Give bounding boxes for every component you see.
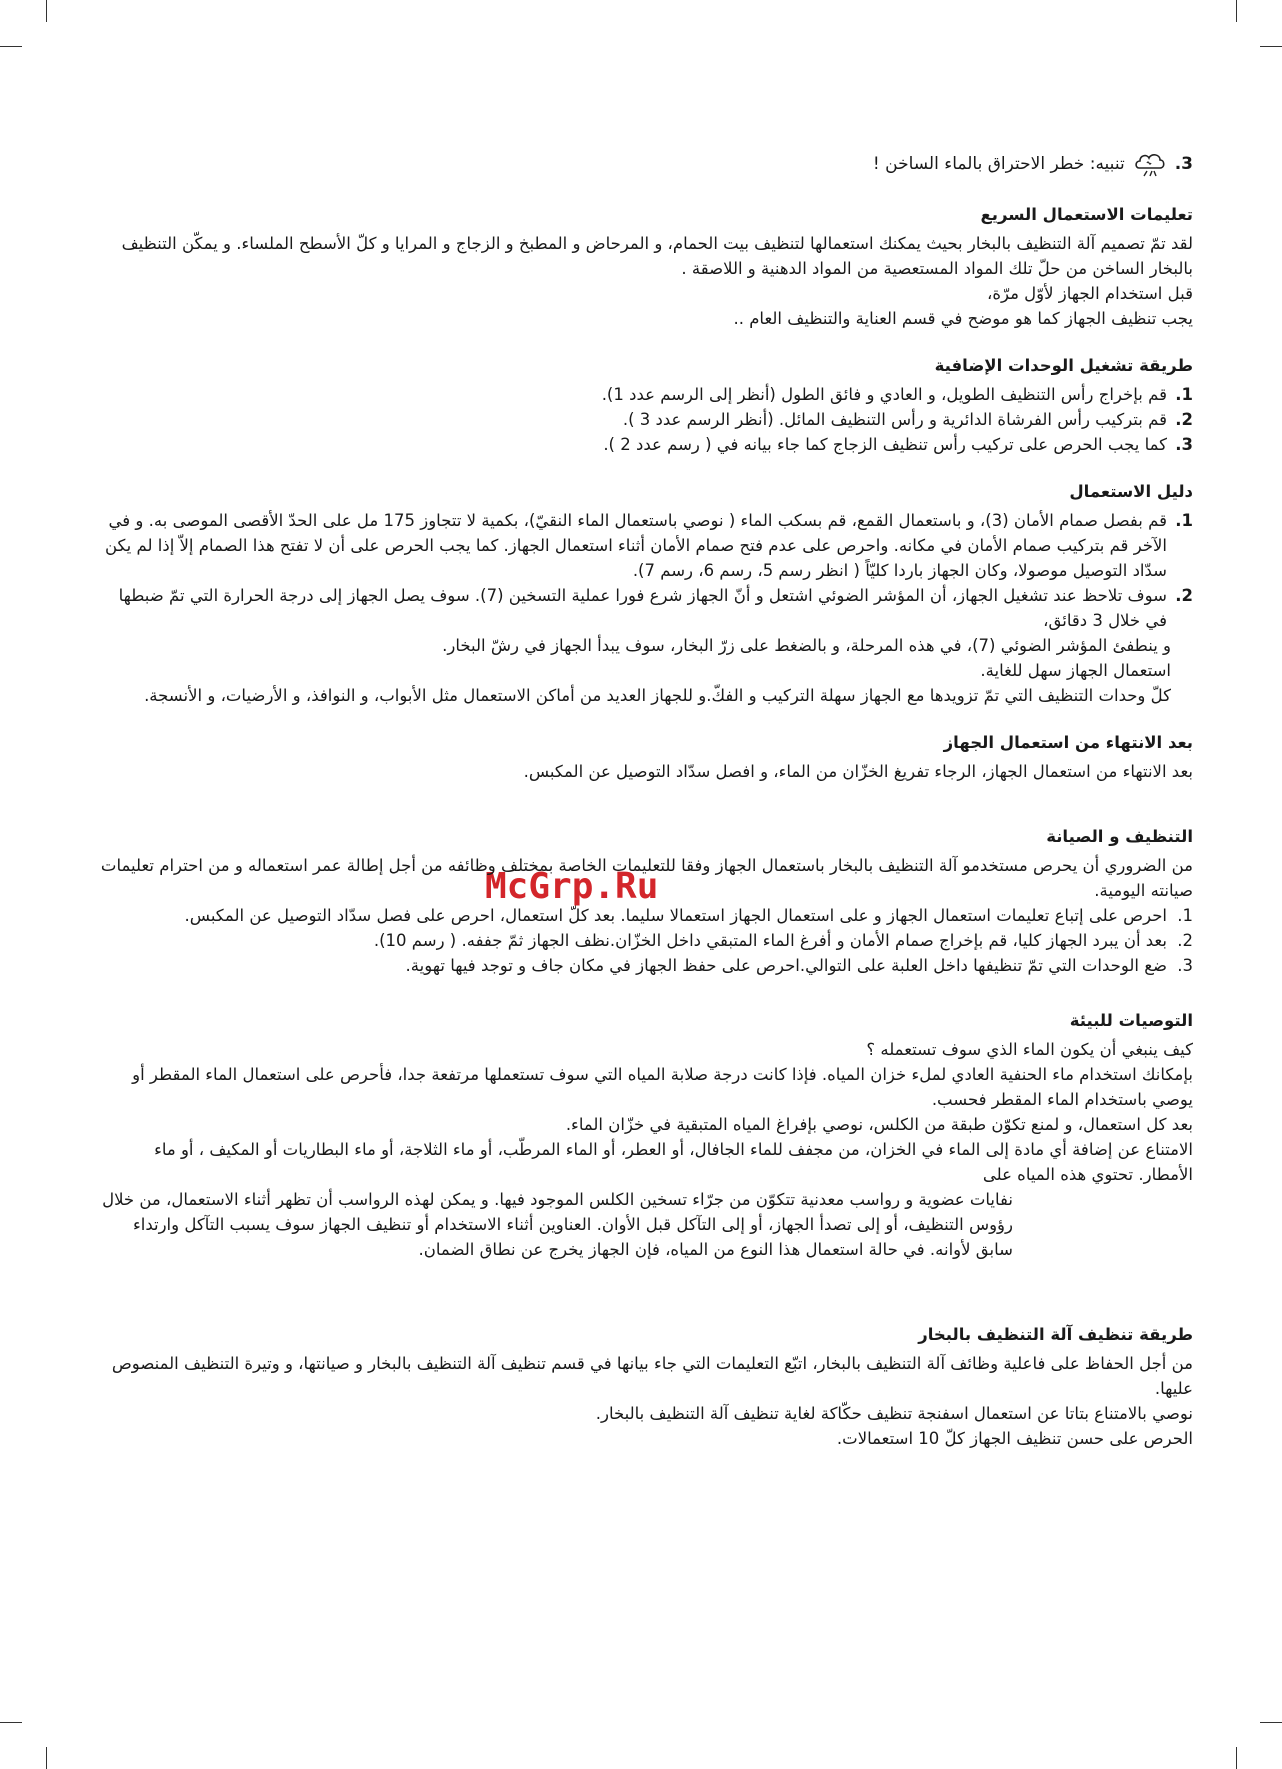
list-item-text: قم بفصل صمام الأمان (3)، و باستعمال القمع، قم بسكب الماء ( نوصي باستعمال الماء النقيّ)، بكمية لا تتجاوز 175 مل على الحدّ الأقصى الموصى به. و في الآخر قم بتركيب صمام الأمان في مكانه. واحرص على عدم فتح صمام الأمان أثناء استعمال الجهاز. كما يجب الحرص على أن لا تفتح هذا الصمام إلاّ إذا لم يكن سدّاد التوصيل موصولا، وكان الجهاز باردا كليّاً ( انظر رسم 5، رسم 6، رسم 7). xyxy=(105,511,1167,580)
environment-paragraph-1: كيف ينبغي أن يكون الماء الذي سوف تستعمله ؟ xyxy=(866,1040,1193,1059)
list-item-text: قم بتركيب رأس الفرشاة الدائرية و رأس التنظيف المائل. (أنظر الرسم عدد 3 ). xyxy=(622,410,1167,429)
crop-mark-top-left xyxy=(46,0,47,22)
list-item-text: احرص على إتباع تعليمات استعمال الجهاز و على استعمال الجهاز استعمالا سليما. بعد كلّ استعمال، احرص على فصل سدّاد التوصيل عن المكبس. xyxy=(184,906,1167,925)
list-item-number: 2. xyxy=(1175,410,1193,429)
list-item-number: 2. xyxy=(1177,931,1193,950)
crop-mark-bottom-right xyxy=(1236,1747,1237,1769)
crop-mark-bottom-left xyxy=(46,1747,47,1769)
list-item xyxy=(100,432,1193,457)
list-item-number: 2. xyxy=(1175,586,1193,605)
usage-paragraph-1: و ينطفئ المؤشر الضوئي (7)، في هذه المرحلة، و بالضغط على زرّ البخار، سوف يبدأ الجهاز في رشّ البخار. xyxy=(442,636,1171,655)
caution-line xyxy=(100,150,1193,178)
cleaning-paragraph: من الضروري أن يحرص مستخدمو آلة التنظيف بالبخار باستعمال الجهاز وفقا للتعليمات الخاصة بمختلف وظائفه من أجل إطالة عمر استعماله و من احترام تعليمات صيانته اليومية. xyxy=(100,856,1193,900)
watermark: McGrp.Ru xyxy=(485,866,659,907)
crop-mark-left-bottom xyxy=(0,1722,22,1723)
caution-hot-water-icon xyxy=(1133,150,1167,178)
list-item-text: سوف تلاحظ عند تشغيل الجهاز، أن المؤشر الضوئي اشتعل و أنّ الجهاز شرع فورا عملية التسخين (7). سوف يصل الجهاز إلى درجة الحرارة التي تمّ ضبطها في خلال 3 دقائق، xyxy=(118,586,1167,630)
list-item-text: قم بإخراج رأس التنظيف الطويل، و العادي و فائق الطول (أنظر إلى الرسم عدد 1). xyxy=(601,385,1167,404)
usage-title: دليل الاستعمال xyxy=(1069,482,1193,501)
cleaning-title: التنظيف و الصيانة xyxy=(1046,827,1193,846)
list-item xyxy=(100,903,1193,928)
after-use-title: بعد الانتهاء من استعمال الجهاز xyxy=(943,733,1193,752)
list-item-text: ضع الوحدات التي تمّ تنظيفها داخل العلبة على التوالي.احرص على حفظ الجهاز في مكان جاف و توجد فيها تهوية. xyxy=(405,956,1167,975)
list-item xyxy=(100,407,1193,432)
quick-use-paragraph-2: قبل استخدام الجهاز لأوّل مرّة، xyxy=(987,284,1193,303)
list-item-text: كما يجب الحرص على تركيب رأس تنظيف الزجاج كما جاء بيانه في ( رسم عدد 2 ). xyxy=(603,435,1167,454)
quick-use-paragraph-3: يجب تنظيف الجهاز كما هو موضح في قسم العناية والتنظيف العام .. xyxy=(733,309,1193,328)
usage-paragraph-3: كلّ وحدات التنظيف التي تمّ تزويدها مع الجهاز سهلة التركيب و الفكّ.و للجهاز العديد من أماكن الاستعمال مثل الأبواب، و النوافذ، و الأرضيات، و الأنسجة. xyxy=(144,686,1171,705)
environment-title: التوصيات للبيئة xyxy=(1069,1011,1193,1030)
list-item xyxy=(100,583,1193,633)
caution-text: تنبيه: خطر الاحتراق بالماء الساخن ! xyxy=(872,153,1125,174)
document-page xyxy=(100,150,1193,1451)
usage-list xyxy=(100,508,1193,633)
crop-mark-right-top xyxy=(1260,46,1282,47)
crop-mark-left-top xyxy=(0,46,22,47)
after-use-paragraph: بعد الانتهاء من استعمال الجهاز، الرجاء تفريغ الخزّان من الماء، و افصل سدّاد التوصيل عن المكبس. xyxy=(523,762,1193,781)
list-item xyxy=(100,508,1193,583)
caution-number: 3. xyxy=(1174,153,1193,174)
quick-use-paragraph-1: لقد تمّ تصميم آلة التنظيف بالبخار بحيث يمكنك استعمالها لتنظيف بيت الحمام، و المرحاض و المطبخ و الزجاج و المرايا و كلّ الأسطح الملساء. و يمكّن التنظيف بالبخار الساخن من حلّ تلك المواد المستعصية من المواد الدهنية و اللاصقة . xyxy=(121,234,1193,278)
list-item xyxy=(100,953,1193,978)
steam-cleaning-paragraph-2: نوصي بالامتناع بتاتا عن استعمال اسفنجة تنظيف حكّاكة لغاية تنظيف آلة التنظيف بالبخار. xyxy=(595,1404,1193,1423)
list-item-number: 1. xyxy=(1175,511,1193,530)
list-item-number: 3. xyxy=(1175,435,1193,454)
steam-cleaning-paragraph-3: الحرص على حسن تنظيف الجهاز كلّ 10 استعمالات. xyxy=(836,1429,1193,1448)
environment-paragraph-3: بعد كل استعمال، و لمنع تكوّن طبقة من الكلس، نوصي بإفراغ المياه المتبقية في خزّان الماء. xyxy=(565,1115,1193,1134)
environment-paragraph-5: نفايات عضوية و رواسب معدنية تتكوّن من جرّاء تسخين الكلس الموجود فيها. و يمكن لهذه الرواسب أن تظهر أثناء الاستعمال، من خلال رؤوس التنظيف، أو إلى تصدأ الجهاز، أو إلى التآكل قبل الأوان. العناوين أثناء الاستخدام أو تنظيف الجهاز سوف يسبب التآكل وارتداء سابق لأوانه. في حالة استعمال هذا النوع من المياه، فإن الجهاز يخرج عن نطاق الضمان. xyxy=(102,1190,1013,1259)
environment-paragraph-4: الامتناع عن إضافة أي مادة إلى الماء في الخزان، من مجفف للماء الجافال، أو العطر، أو الماء المرطّب، أو ماء الثلاجة، أو ماء البطاريات أو المكيف ، أو ماء الأمطار. تحتوي هذه المياه على xyxy=(154,1140,1193,1184)
environment-paragraph-2: بإمكانك استخدام ماء الحنفية العادي لملء خزان المياه. فإذا كانت درجة صلابة المياه التي سوف تستعملها مرتفعة جدا، فأحرص على استعمال الماء المقطر أو يوصي باستخدام الماء المقطر فحسب. xyxy=(132,1065,1193,1109)
usage-paragraph-2: استعمال الجهاز سهل للغاية. xyxy=(980,661,1171,680)
steam-cleaning-paragraph-1: من أجل الحفاظ على فاعلية وظائف آلة التنظيف بالبخار، اتبّع التعليمات التي جاء بيانها في قسم تنظيف آلة التنظيف بالبخار و صيانتها، و وتيرة التنظيف المنصوص عليها. xyxy=(111,1354,1193,1398)
list-item-number: 1. xyxy=(1175,385,1193,404)
steam-cleaning-title: طريقة تنظيف آلة التنظيف بالبخار xyxy=(918,1325,1193,1344)
crop-mark-top-right xyxy=(1236,0,1237,22)
cleaning-list xyxy=(100,903,1193,978)
list-item-text: بعد أن يبرد الجهاز كليا، قم بإخراج صمام الأمان و أفرغ الماء المتبقي داخل الخزّان.نظف الجهاز ثمّ جففه. ( رسم 10). xyxy=(373,931,1167,950)
accessories-list xyxy=(100,382,1193,457)
accessories-title: طريقة تشغيل الوحدات الإضافية xyxy=(934,356,1193,375)
list-item-number: 3. xyxy=(1177,956,1193,975)
crop-mark-right-bottom xyxy=(1260,1722,1282,1723)
list-item xyxy=(100,928,1193,953)
list-item xyxy=(100,382,1193,407)
quick-use-title: تعليمات الاستعمال السريع xyxy=(980,205,1193,224)
list-item-number: 1. xyxy=(1177,906,1193,925)
